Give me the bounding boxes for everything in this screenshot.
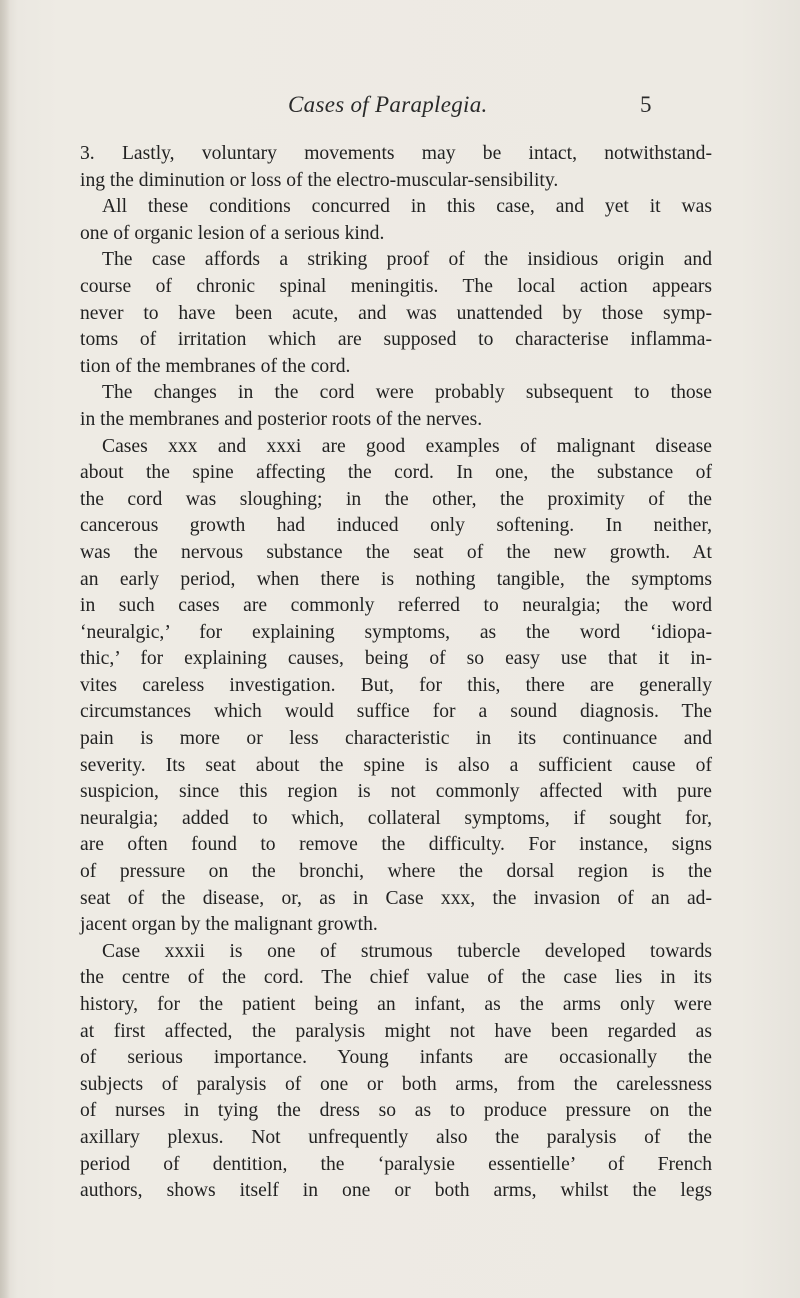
running-title: Cases of Paraplegia. <box>288 92 488 117</box>
text-line: one of organic lesion of a serious kind. <box>80 222 385 244</box>
page-number: 5 <box>640 92 652 117</box>
text-line: Cases xxx and xxxi are good examples of malignant disease <box>102 435 712 457</box>
text-line: tion of the membranes of the cord. <box>80 355 351 377</box>
text-line: ing the diminution or loss of the electro-muscular-sensibility. <box>80 169 559 191</box>
text-line: ‘neuralgic,’ for explaining symptoms, as the word ‘idiopa- <box>80 621 712 643</box>
text-line: never to have been acute, and was unattended by those symp- <box>80 302 712 324</box>
text-line: about the spine affecting the cord. In one, the substance of <box>80 462 712 484</box>
text-line: at first affected, the paralysis might not have been regarded as <box>80 1020 712 1042</box>
text-line: history, for the patient being an infant, as the arms only were <box>80 994 712 1015</box>
text-line: was the nervous substance the seat of the new growth. At <box>80 541 712 563</box>
text-line: of nurses in tying the dress so as to produce pressure on the <box>80 1100 712 1122</box>
text-line: Case xxxii is one of strumous tubercle developed towards <box>102 940 712 962</box>
text-line: 3. Lastly, voluntary movements may be intact, notwithstand- <box>80 143 712 164</box>
text-line: pain is more or less characteristic in its continuance and <box>80 728 712 750</box>
text-line: in such cases are commonly referred to neuralgia; the word <box>80 595 712 617</box>
text-line: severity. Its seat about the spine is also a sufficient cause of <box>80 754 712 776</box>
text-line: The case affords a striking proof of the insidious origin and <box>102 249 712 271</box>
text-line: an early period, when there is nothing tangible, the symptoms <box>80 568 712 590</box>
paragraph <box>80 380 712 433</box>
spine-shadow <box>0 0 10 1298</box>
text-line: course of chronic spinal meningitis. The local action appears <box>80 275 712 297</box>
text-line: seat of the disease, or, as in Case xxx, the invasion of an ad- <box>80 887 712 909</box>
paragraph <box>80 141 712 194</box>
text-line: are often found to remove the difficulty. For instance, signs <box>80 834 712 856</box>
paragraph <box>80 247 712 380</box>
body-text <box>80 141 712 1205</box>
text-line: All these conditions concurred in this case, and yet it was <box>102 196 712 218</box>
text-line: of pressure on the bronchi, where the dorsal region is the <box>80 861 712 883</box>
text-line: toms of irritation which are supposed to characterise inflamma- <box>80 329 712 351</box>
text-line: in the membranes and posterior roots of the nerves. <box>80 408 483 430</box>
text-line: neuralgia; added to which, collateral symptoms, if sought for, <box>80 807 712 829</box>
text-line: The changes in the cord were probably subsequent to those <box>102 382 712 404</box>
text-line: circumstances which would suffice for a sound diagnosis. The <box>80 701 712 723</box>
text-line: subjects of paralysis of one or both arms, from the carelessness <box>80 1073 712 1095</box>
paragraph <box>80 194 712 247</box>
paragraph <box>80 939 712 1205</box>
text-line: period of dentition, the ‘paralysie essentielle’ of French <box>80 1153 712 1175</box>
text-line: the cord was sloughing; in the other, the proximity of the <box>80 488 712 510</box>
page-header <box>0 92 800 122</box>
text-line: the centre of the cord. The chief value of the case lies in its <box>80 967 712 989</box>
text-line: of serious importance. Young infants are occasionally the <box>80 1047 712 1069</box>
text-line: vites careless investigation. But, for this, there are generally <box>80 674 712 696</box>
text-line: jacent organ by the malignant growth. <box>80 914 378 936</box>
text-line: suspicion, since this region is not commonly affected with pure <box>80 781 712 803</box>
text-line: authors, shows itself in one or both arms, whilst the legs <box>80 1180 712 1202</box>
text-line: cancerous growth had induced only softening. In neither, <box>80 515 712 537</box>
text-line: thic,’ for explaining causes, being of so easy use that it in- <box>80 648 712 670</box>
text-line: axillary plexus. Not unfrequently also the paralysis of the <box>80 1126 712 1148</box>
paragraph <box>80 434 712 939</box>
